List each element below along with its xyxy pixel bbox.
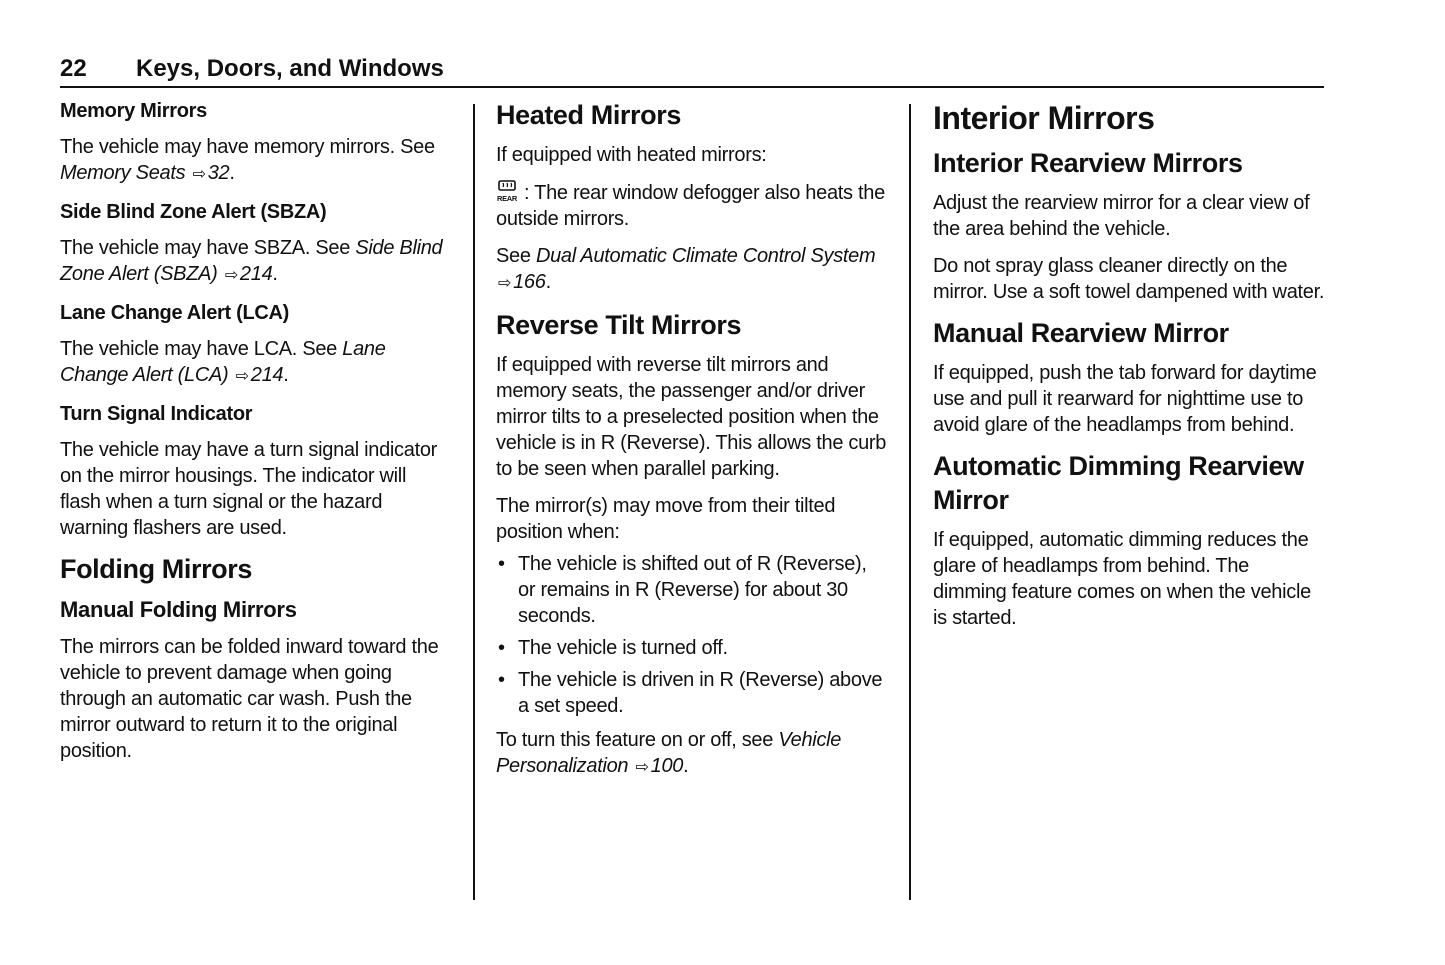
- reverse-conditions-list: [496, 551, 888, 719]
- sbza-heading: Side Blind Zone Alert (SBZA): [60, 201, 327, 223]
- memory-mirrors-paragraph: The vehicle may have memory mirrors. See Memory Seats ⇨ 32.: [60, 134, 452, 188]
- list-item-text: The vehicle is driven in R (Reverse) above a set speed.: [518, 669, 883, 717]
- climate-page[interactable]: 166: [513, 271, 546, 293]
- reverse-tilt-paragraph: If equipped with reverse tilt mirrors and memory seats, the passenger and/or driver mirror tilts to a preselected position when the vehicle is in R (Reverse). This allows the curb to be seen when parallel parking.: [496, 354, 887, 480]
- sbza-page[interactable]: 214: [239, 263, 273, 285]
- interior-rearview-heading: Interior Rearview Mirrors: [933, 148, 1243, 178]
- auto-dimming-heading: Automatic Dimming Rearview Mirror: [933, 451, 1304, 515]
- bullet-icon: •: [498, 553, 505, 575]
- memory-mirrors-heading: Memory Mirrors: [60, 100, 207, 122]
- column-divider: [473, 104, 475, 900]
- climate-paragraph: See Dual Automatic Climate Control System ⇨ 166.: [496, 243, 888, 297]
- lca-paragraph: The vehicle may have LCA. See Lane Change Alert (LCA) ⇨ 214.: [60, 336, 452, 390]
- page-ref-icon: ⇨: [192, 166, 206, 183]
- see-text: See: [496, 245, 531, 267]
- section-title: Keys, Doors, and Windows: [136, 55, 444, 82]
- defog-icon-label: REAR: [496, 194, 518, 203]
- page-ref-icon: ⇨: [635, 759, 649, 776]
- manual-folding-paragraph: The mirrors can be folded inward toward the vehicle to prevent damage when going through an automatic car wash. Push the mirror outward to return it to the original position.: [60, 636, 439, 762]
- page-number: 22: [60, 55, 87, 82]
- heated-mirrors-heading: Heated Mirrors: [496, 100, 681, 130]
- lca-page[interactable]: 214: [250, 364, 284, 386]
- turn-signal-paragraph: The vehicle may have a turn signal indicator on the mirror housings. The indicator will flash when a turn signal or the hazard warning flashers are used.: [60, 439, 438, 539]
- manual-rearview-heading: Manual Rearview Mirror: [933, 318, 1229, 348]
- lca-heading: Lane Change Alert (LCA): [60, 302, 290, 324]
- toggle-text: To turn this feature on or off, see: [496, 729, 774, 751]
- rearview-paragraph-2: Do not spray glass cleaner directly on the mirror. Use a soft towel dampened with water.: [933, 255, 1325, 303]
- memory-seats-link[interactable]: [60, 162, 229, 184]
- memory-text: The vehicle may have memory mirrors. See: [60, 136, 435, 158]
- bullet-icon: •: [498, 669, 505, 691]
- memory-seats-page[interactable]: 32: [207, 162, 230, 184]
- lca-text: The vehicle may have LCA. See: [60, 338, 338, 360]
- reverse-tilt-heading: Reverse Tilt Mirrors: [496, 310, 742, 340]
- bullet-icon: •: [498, 637, 505, 659]
- rearview-paragraph-1: Adjust the rearview mirror for a clear view of the area behind the vehicle.: [933, 192, 1310, 240]
- list-item: [496, 551, 888, 629]
- toggle-feature-paragraph: To turn this feature on or off, see Vehicle Personalization ⇨ 100.: [496, 727, 888, 781]
- defog-text: : The rear window defogger also heats the outside mirrors.: [496, 182, 885, 230]
- defog-paragraph: [496, 179, 888, 232]
- column-right: [933, 98, 1325, 642]
- page-ref-icon: ⇨: [498, 275, 512, 292]
- sbza-ref[interactable]: Side Blind Zone Alert (SBZA): [60, 237, 443, 285]
- auto-dimming-paragraph: If equipped, automatic dimming reduces the glare of headlamps from behind. The dimming feature comes on when the vehicle is started.: [933, 529, 1311, 629]
- lca-ref[interactable]: Lane Change Alert (LCA): [60, 338, 386, 386]
- page-ref-icon: ⇨: [235, 368, 249, 385]
- turn-signal-heading: Turn Signal Indicator: [60, 403, 253, 425]
- heated-intro: If equipped with heated mirrors:: [496, 144, 767, 166]
- manual-folding-heading: Manual Folding Mirrors: [60, 597, 297, 622]
- mirror-move-paragraph: The mirror(s) may move from their tilted position when:: [496, 495, 836, 543]
- column-divider: [909, 104, 911, 900]
- list-item-text: The vehicle is shifted out of R (Reverse), or remains in R (Reverse) for about 30 seconds.: [518, 553, 867, 627]
- climate-ref[interactable]: Dual Automatic Climate Control System: [535, 245, 876, 267]
- folding-mirrors-heading: Folding Mirrors: [60, 554, 252, 584]
- page-header: [60, 52, 1324, 88]
- list-item-text: The vehicle is turned off.: [518, 637, 728, 659]
- memory-seats-ref[interactable]: Memory Seats: [60, 162, 186, 184]
- manual-rearview-paragraph: If equipped, push the tab forward for daytime use and pull it rearward for nighttime use to avoid glare of the headlamps from behind.: [933, 362, 1317, 436]
- page-ref-icon: ⇨: [224, 267, 238, 284]
- sbza-paragraph: The vehicle may have SBZA. See Side Blind Zone Alert (SBZA) ⇨ 214.: [60, 235, 452, 289]
- personalization-ref[interactable]: Vehicle Personalization: [496, 729, 842, 777]
- sbza-text: The vehicle may have SBZA. See: [60, 237, 351, 259]
- climate-link[interactable]: [496, 245, 875, 293]
- list-item: [496, 635, 888, 661]
- list-item: [496, 667, 888, 719]
- personalization-page[interactable]: 100: [650, 755, 684, 777]
- rear-defog-icon: [496, 179, 520, 203]
- interior-mirrors-heading: Interior Mirrors: [933, 100, 1155, 136]
- column-left: [60, 98, 452, 775]
- column-middle: [496, 98, 888, 792]
